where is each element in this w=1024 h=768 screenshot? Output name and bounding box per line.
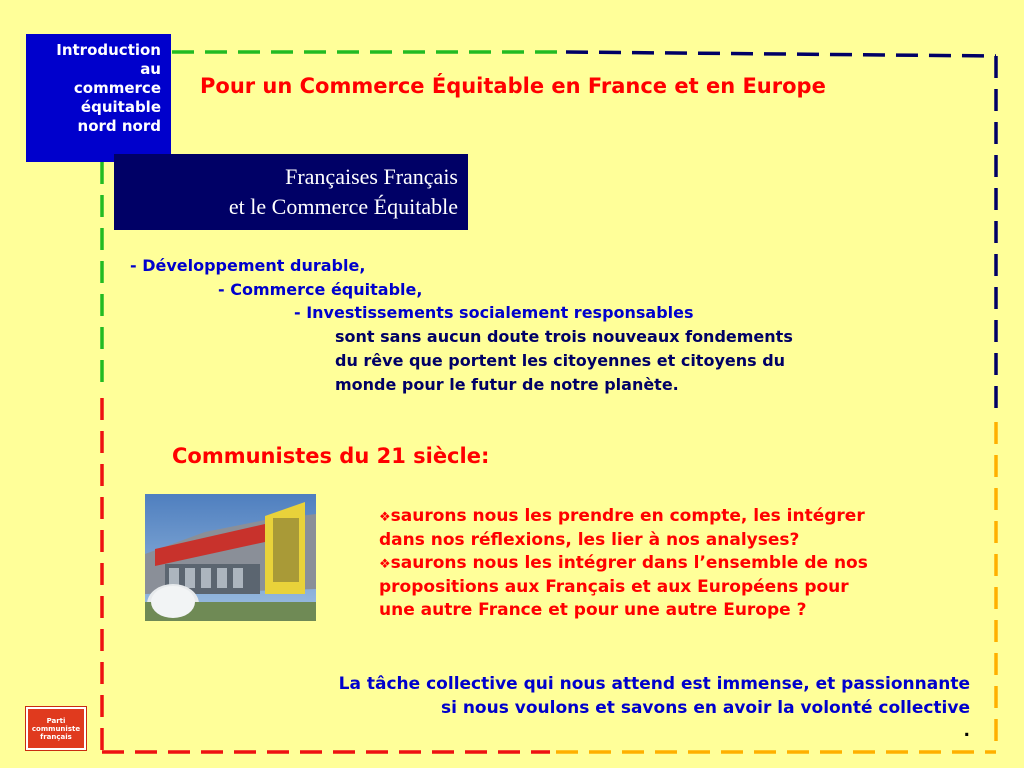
question-2-line-1: [379, 552, 868, 577]
corner-line: nord nord: [77, 117, 161, 135]
logo-line: Parti: [46, 717, 66, 725]
question-2-line-2: propositions aux Français et aux Européens pour: [379, 577, 849, 597]
corner-line: Introduction: [56, 41, 161, 59]
concept-item-2: - Commerce équitable,: [218, 280, 423, 299]
corner-box: [26, 34, 171, 162]
conclusion-line-2: [200, 697, 970, 744]
page-title: Pour un Commerce Équitable en France et en Europe: [200, 74, 826, 98]
subtitle-line-1: Françaises Français: [285, 164, 458, 189]
subtitle-line-2: et le Commerce Équitable: [228, 194, 458, 219]
corner-line: commerce: [73, 79, 161, 97]
concept-item-1: - Développement durable,: [130, 256, 366, 275]
corner-line: équitable: [80, 98, 161, 116]
conclusion: [200, 673, 970, 744]
concept-item-3: - Investissements socialement responsables: [294, 303, 694, 322]
concept-text-line: du rêve que portent les citoyennes et citoyens du: [335, 351, 786, 370]
section-heading: Communistes du 21 siècle:: [172, 444, 490, 468]
party-logo: [26, 707, 86, 750]
question-text: saurons nous les intégrer dans l’ensemble de nos: [390, 553, 868, 573]
question-1-line-1: [379, 505, 865, 530]
diamond-bullet-icon: ❖: [379, 557, 391, 572]
diamond-bullet-icon: ❖: [379, 510, 391, 525]
building-photo-image: [145, 494, 316, 621]
conclusion-line-2-text: si nous voulons et savons en avoir la volonté collective: [440, 697, 970, 718]
subtitle-box: [114, 154, 468, 230]
logo-line: communiste: [31, 725, 81, 733]
concept-text-line: sont sans aucun doute trois nouveaux fondements: [335, 327, 793, 346]
conclusion-period: .: [963, 721, 970, 741]
conclusion-line-1: La tâche collective qui nous attend est immense, et passionnante: [338, 674, 970, 694]
question-1-line-2: dans nos réflexions, les lier à nos analyses?: [379, 530, 800, 550]
corner-line: au: [140, 60, 161, 78]
question-2-line-3: une autre France et pour une autre Europe ?: [379, 600, 807, 620]
building-photo: [145, 494, 316, 621]
concept-text-line: monde pour le futur de notre planète.: [335, 375, 679, 394]
question-text: saurons nous les prendre en compte, les intégrer: [390, 506, 865, 526]
logo-line: français: [40, 733, 72, 741]
